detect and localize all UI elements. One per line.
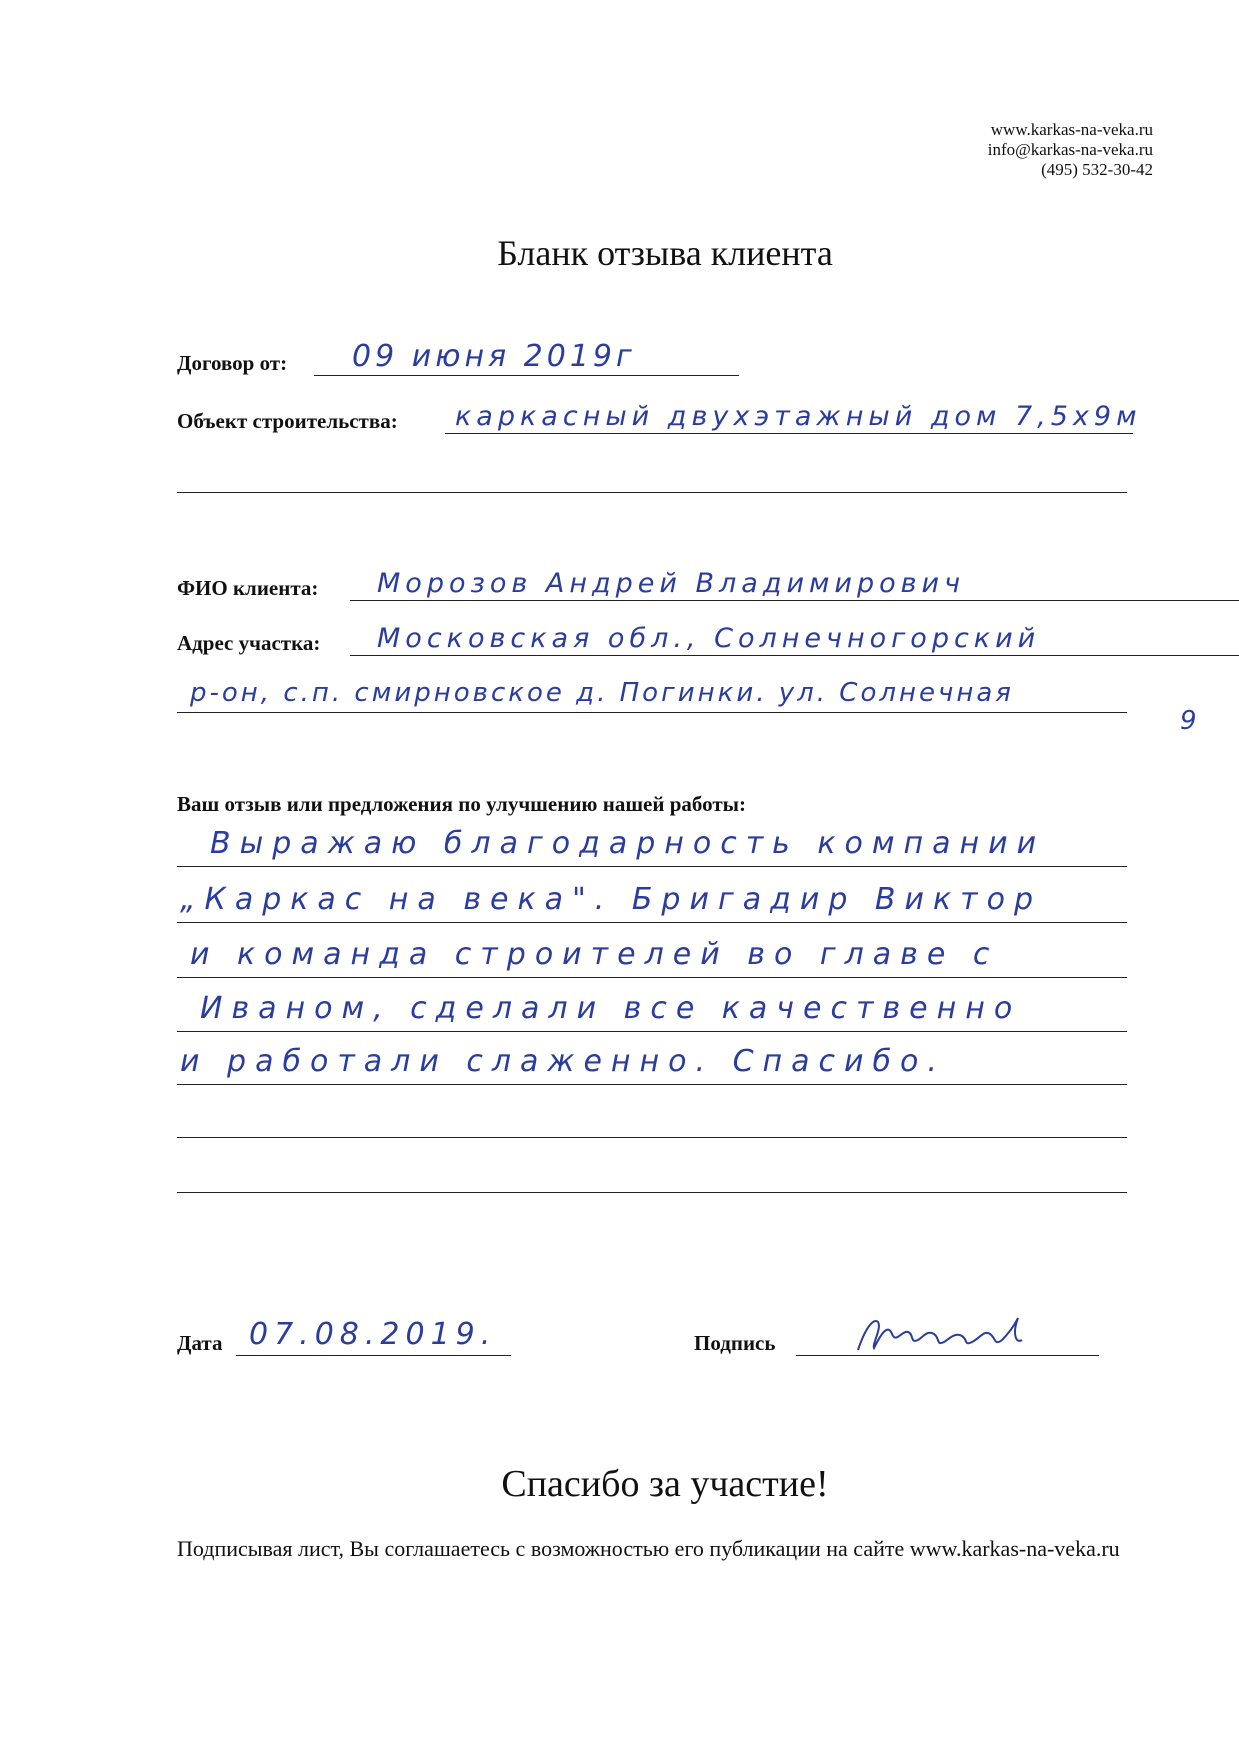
object-underline-2 (177, 492, 1127, 493)
feedback-text-line[interactable]: Выражаю благодарность компании (210, 826, 1046, 861)
date-value[interactable]: 07.08.2019. (249, 1317, 497, 1352)
company-website[interactable]: www.karkas-na-veka.ru (990, 120, 1153, 139)
address-underline (350, 655, 1239, 656)
contract-value[interactable]: 09 июня 2019г (352, 339, 636, 374)
client-underline (350, 600, 1239, 601)
client-value[interactable]: Морозов Андрей Владимирович (377, 568, 966, 599)
consent-text: Подписывая лист, Вы соглашаетесь с возможностью его публикации на сайте www.karkas-na-veka.ru (177, 1536, 1120, 1561)
date-row (177, 1317, 577, 1360)
contract-label: Договор от: (177, 351, 288, 375)
handwritten-signature[interactable] (852, 1304, 1052, 1360)
feedback-line (177, 1192, 1127, 1193)
feedback-text-line[interactable]: и работали слаженно. Спасибо. (180, 1044, 946, 1079)
object-value[interactable]: каркасный двухэтажный дом 7,5х9м (455, 401, 1142, 432)
feedback-text-line[interactable]: Иваном, сделали все качественно (200, 991, 1022, 1026)
company-phone: (495) 532-30-42 (1041, 160, 1153, 179)
contract-row (177, 340, 1177, 380)
feedback-text-line[interactable]: „Каркас на века". Бригадир Виктор (180, 882, 1043, 917)
company-email[interactable]: info@karkas-na-veka.ru (987, 140, 1153, 159)
company-contacts (988, 120, 1153, 180)
form-title: Бланк отзыва клиента (497, 233, 833, 273)
address-row (177, 620, 1177, 660)
feedback-text-line[interactable]: и команда строителей во главе с (190, 937, 999, 972)
address-line-2[interactable]: р-он, с.п. смирновское д. Погинки. ул. Солнечная (190, 678, 1014, 708)
client-row (177, 565, 1177, 605)
client-label: ФИО клиента: (177, 576, 319, 600)
feedback-line (177, 1084, 1127, 1085)
date-underline (236, 1355, 511, 1356)
address-underline-2 (177, 712, 1127, 713)
address-line-1[interactable]: Московская обл., Солнечногорский (377, 623, 1041, 654)
feedback-line (177, 1031, 1127, 1032)
feedback-line (177, 866, 1127, 867)
contract-underline (314, 375, 739, 376)
address-label: Адрес участка: (177, 631, 321, 655)
feedback-line (177, 977, 1127, 978)
thanks-heading: Спасибо за участие! (501, 1463, 829, 1505)
address-line-3[interactable]: 9 (1180, 706, 1202, 736)
feedback-line (177, 1137, 1127, 1138)
object-row (177, 398, 1177, 438)
object-underline (445, 433, 1133, 434)
object-label: Объект строительства: (177, 409, 398, 433)
feedback-line (177, 922, 1127, 923)
signature-label: Подпись (694, 1331, 776, 1355)
date-label: Дата (177, 1331, 223, 1355)
feedback-heading: Ваш отзыв или предложения по улучшению нашей работы: (177, 792, 747, 816)
